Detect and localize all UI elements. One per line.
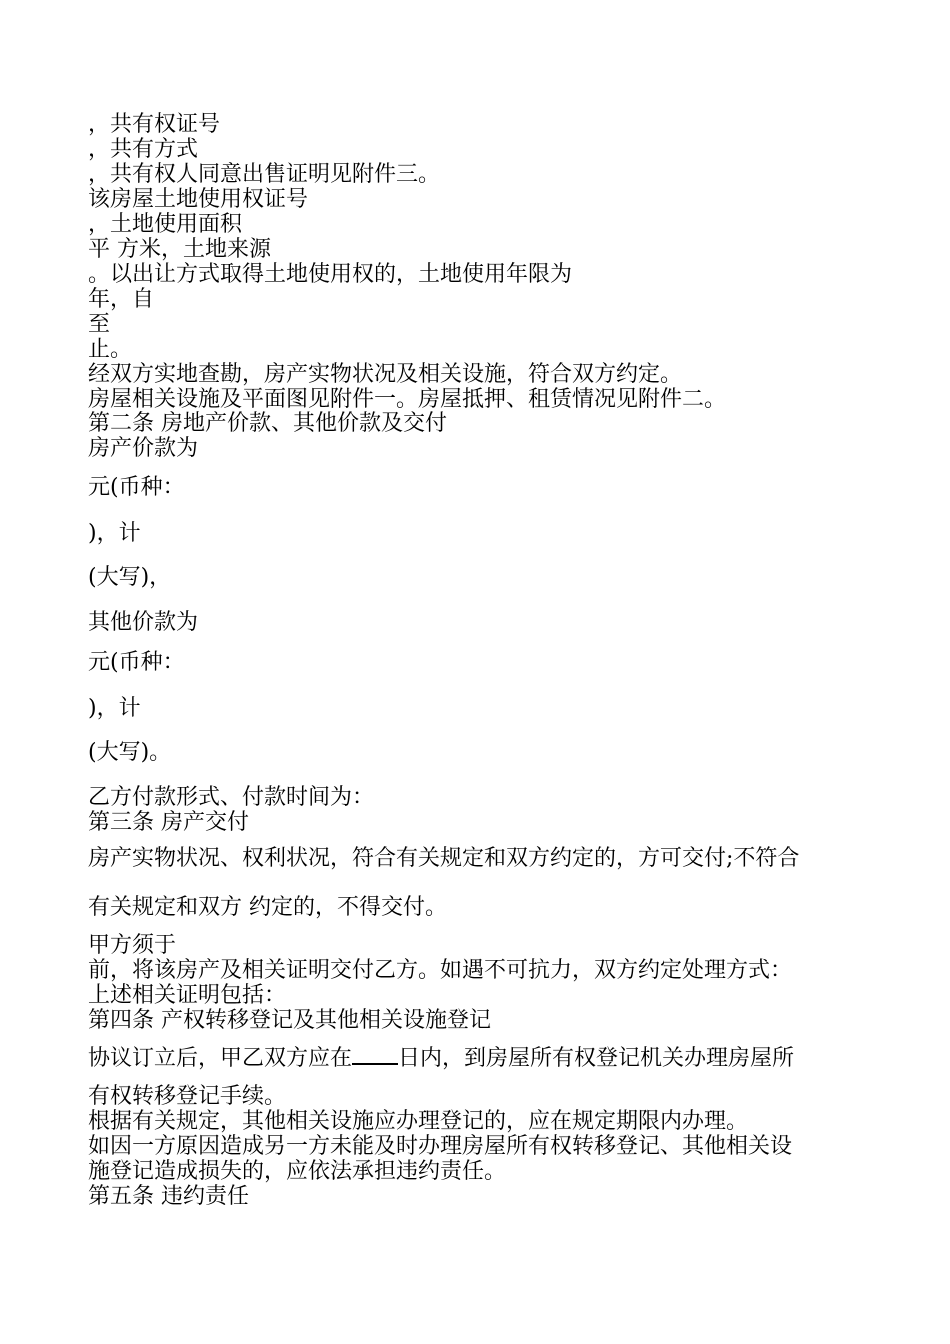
text-line: 。以出让方式取得土地使用权的，土地使用年限为 [88,262,573,287]
text-line: )，计 [88,521,141,546]
text-line: 平 方米，土地来源 [88,237,271,262]
text-line: ，共有权人同意出售证明见附件三。 [88,162,441,187]
text-line: )，计 [88,696,141,721]
text-line: 有权转移登记手续。 [88,1084,287,1109]
text-line: 房屋相关设施及平面图见附件一。房屋抵押、租赁情况见附件二。 [88,387,727,412]
text-segment: 协议订立后，甲乙双方应在 [88,1046,353,1071]
text-line [88,1045,794,1071]
section-heading: 第三条 房产交付 [88,810,249,835]
text-line: 房产实物状况、权利状况，符合有关规定和双方约定的，方可交付;不符合 [88,846,800,871]
text-line: (大写)。 [88,740,172,765]
section-heading: 第五条 违约责任 [88,1184,249,1209]
section-heading: 第二条 房地产价款、其他价款及交付 [88,411,447,436]
text-line: 上述相关证明包括： [88,983,287,1008]
text-line: 施登记造成损失的，应依法承担违约责任。 [88,1159,507,1184]
text-line: (大写)， [88,565,172,590]
text-line: 房产价款为 [88,436,199,461]
text-line: ，共有方式 [88,137,199,162]
text-line: 其他价款为 [88,610,199,635]
text-line: 元(币种： [88,475,185,500]
text-line: ，共有权证号 [88,112,221,137]
text-line: 年，自 [88,287,155,312]
text-line: 乙方付款形式、付款时间为： [88,785,375,810]
text-segment: 日内，到房屋所有权登记机关办理房屋所 [398,1046,795,1071]
text-line: 有关规定和双方 约定的，不得交付。 [88,895,447,920]
text-line: 至 [88,312,111,337]
section-heading: 第四条 产权转移登记及其他相关设施登记 [88,1008,491,1033]
text-line: ，土地使用面积 [88,212,243,237]
text-line: 前，将该房产及相关证明交付乙方。如遇不可抗力，双方约定处理方式： [88,958,793,983]
text-line: 元(币种： [88,650,185,675]
text-line: 甲方须于 [88,933,177,958]
text-line: 根据有关规定，其他相关设施应办理登记的，应在规定期限内办理。 [88,1109,749,1134]
text-line: 如因一方原因造成另一方未能及时办理房屋所有权转移登记、其他相关设 [88,1134,793,1159]
text-line: 该房屋土地使用权证号 [88,187,309,212]
text-line: 经双方实地查勘，房产实物状况及相关设施，符合双方约定。 [88,362,683,387]
text-line: 止。 [88,337,133,362]
blank-underline [352,1045,398,1065]
